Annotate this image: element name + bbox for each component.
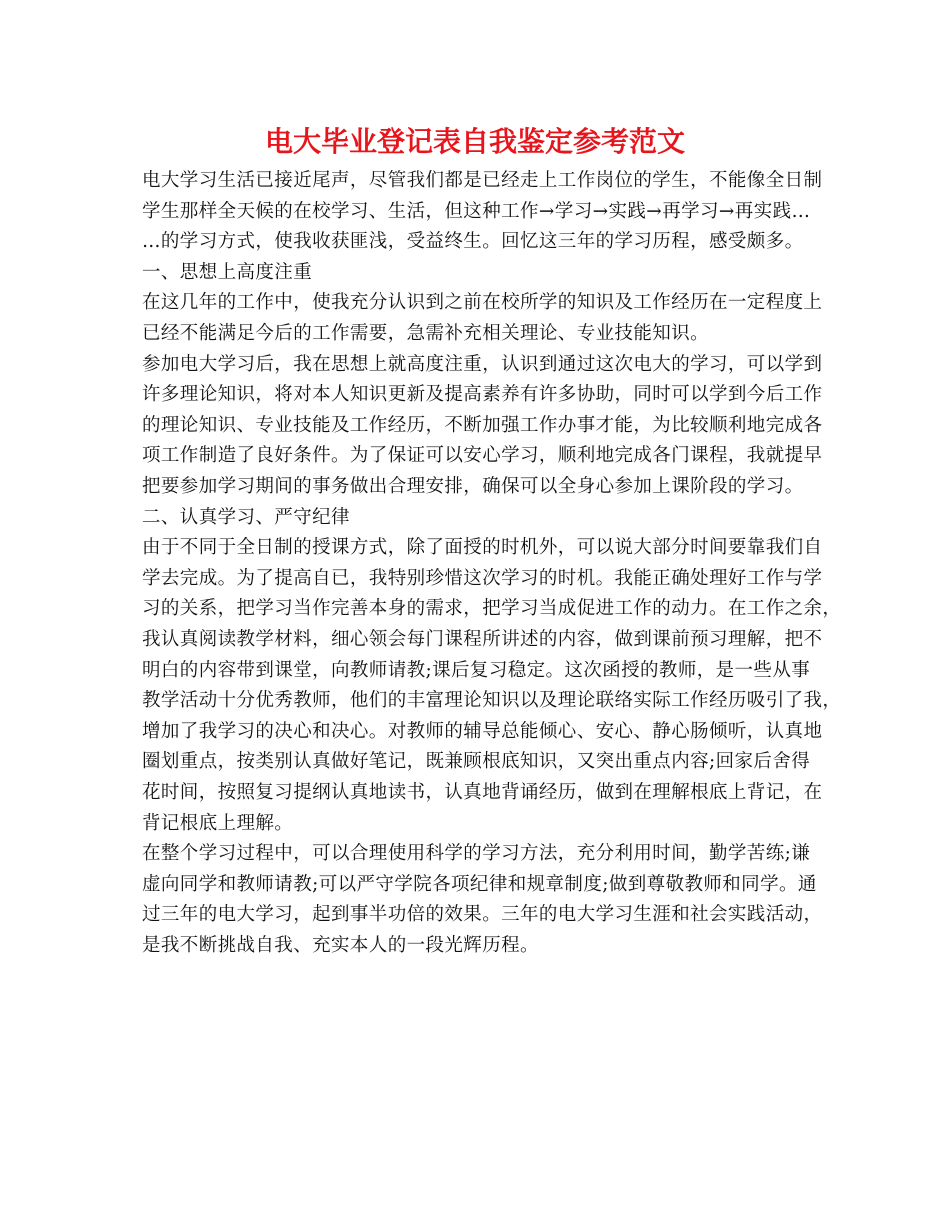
body-line: 许多理论知识，将对本人知识更新及提高素养有许多协助，同时可以学到今后工作 — [142, 384, 823, 406]
body-line: 过三年的电大学习，起到事半功倍的效果。三年的电大学习生涯和社会实践活动， — [142, 904, 823, 926]
body-line: 项工作制造了良好条件。为了保证可以安心学习，顺利地完成各门课程，我就提早 — [142, 445, 823, 467]
body-line: 增加了我学习的决心和决心。对教师的辅导总能倾心、安心、静心肠倾听，认真地 — [142, 720, 823, 742]
body-line: 已经不能满足今后的工作需要，急需补充相关理论、专业技能知识。 — [142, 323, 710, 344]
body-line: 教学活动十分优秀教师，他们的丰富理论知识以及理论联络实际工作经历吸引了我， — [142, 690, 842, 712]
body-line: 我认真阅读教学材料，细心领会每门课程所讲述的内容，做到课前预习理解，把不 — [142, 629, 823, 650]
body-line: 二、认真学习、严守纪律 — [142, 506, 350, 528]
body-line: 花时间，按照复习提纲认真地读书，认真地背诵经历，做到在理解根底上背记，在 — [142, 782, 823, 803]
body-line: 背记根底上理解。 — [142, 812, 294, 834]
body-line: 参加电大学习后，我在思想上就高度注重，认识到通过这次电大的学习，可以学到 — [142, 353, 823, 375]
body-line: 圈划重点，按类别认真做好笔记，既兼顾根底知识，又突出重点内容;回家后舍得 — [142, 751, 811, 773]
body-line: 把要参加学习期间的事务做出合理安排，确保可以全身心参加上课阶段的学习。 — [142, 476, 804, 497]
body-line: 习的关系，把学习当作完善本身的需求，把学习当成促进工作的动力。在工作之余， — [142, 598, 842, 620]
document-title: 电大毕业登记表自我鉴定参考范文 — [264, 125, 685, 158]
body-line: 在整个学习过程中，可以合理使用科学的学习方法，充分利用时间，勤学苦练;谦 — [142, 843, 811, 865]
body-line: …的学习方式，使我收获匪浅，受益终生。回忆这三年的学习历程，感受颇多。 — [142, 231, 804, 253]
body-line: 学去完成。为了提高自已，我特别珍惜这次学习的时机。我能正确处理好工作与学 — [142, 567, 823, 589]
body-line: 在这几年的工作中，使我充分认识到之前在校所学的知识及工作经历在一定程度上 — [142, 292, 823, 314]
body-line: 虚向同学和教师请教;可以严守学院各项纪律和规章制度;做到尊敬教师和同学。通 — [142, 873, 817, 895]
body-line: 明白的内容带到课堂，向教师请教;课后复习稳定。这次函授的教师，是一些从事 — [142, 659, 811, 681]
body-line: 一、思想上高度注重 — [142, 261, 313, 283]
body-line: 的理论知识、专业技能及工作经历，不断加强工作办事才能，为比较顺利地完成各 — [142, 414, 823, 436]
body-line: 电大学习生活已接近尾声，尽管我们都是已经走上工作岗位的学生，不能像全日制 — [142, 170, 823, 191]
body-line: 学生那样全天候的在校学习、生活，但这种工作→学习→实践→再学习→再实践… — [142, 200, 811, 222]
body-line: 是我不断挑战自我、充实本人的一段光辉历程。 — [142, 935, 539, 956]
body-line: 由于不同于全日制的授课方式，除了面授的时机外，可以说大部分时间要靠我们自 — [142, 537, 823, 559]
